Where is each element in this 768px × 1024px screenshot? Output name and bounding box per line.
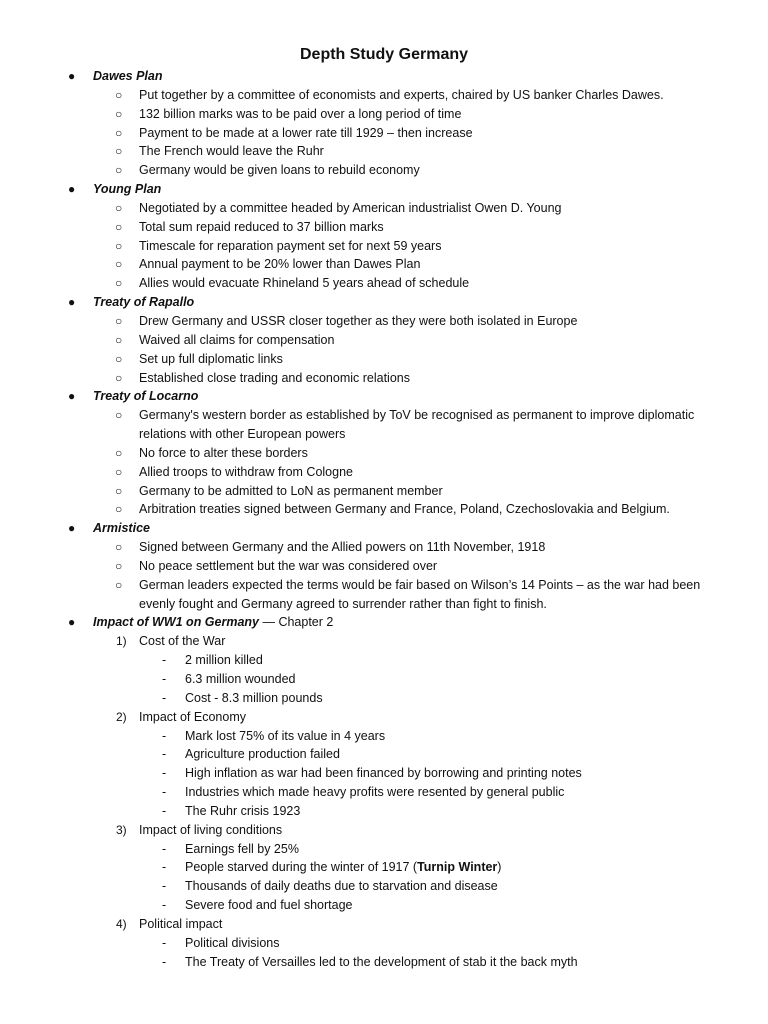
circle-bullet-icon: ○ — [115, 483, 123, 498]
item-text: Industries which made heavy profits were resented by general public — [185, 785, 565, 800]
page-title: Depth Study Germany — [299, 46, 469, 63]
numbered-item — [0, 821, 768, 840]
item-text: Germany's western border as established by ToV be recognised as permanent to improve diplomatic relations with other European powers — [139, 408, 695, 442]
item-text: 132 billion marks was to be paid over a long period of time — [139, 106, 462, 121]
dash-bullet-icon: - — [162, 766, 167, 781]
circle-bullet-icon: ○ — [115, 502, 123, 517]
circle-bullet-icon: ○ — [115, 106, 123, 121]
list-item — [0, 934, 768, 953]
numbered-item — [0, 708, 768, 727]
item-text: German leaders expected the terms would be fair based on Wilson’s 14 Points – as the war had been evenly fought and Germany agreed to surrender rather than fight to finish. — [139, 577, 701, 611]
section-heading-armistice — [0, 519, 768, 538]
item-text: Germany to be admitted to LoN as permanent member — [139, 483, 443, 498]
item-text: No peace settlement but the war was considered over — [139, 558, 438, 573]
list-item — [0, 463, 768, 482]
list-item — [0, 802, 768, 821]
list-item — [0, 896, 768, 915]
list-item — [0, 953, 768, 972]
item-text: Timescale for reparation payment set for next 59 years — [139, 238, 442, 253]
item-number: 2) — [116, 709, 127, 724]
item-text: Impact of living conditions — [139, 822, 283, 837]
dash-bullet-icon: - — [162, 747, 167, 762]
circle-bullet-icon: ○ — [115, 408, 123, 423]
item-text: Set up full diplomatic links — [139, 351, 283, 366]
bullet-icon: ● — [68, 521, 76, 536]
item-text-suffix: ) — [497, 860, 502, 875]
dash-bullet-icon: - — [162, 879, 167, 894]
section-heading-impact-of-ww1 — [0, 613, 768, 632]
item-text: No force to alter these borders — [139, 445, 308, 460]
list-item — [0, 576, 768, 614]
circle-bullet-icon: ○ — [115, 219, 123, 234]
circle-bullet-icon: ○ — [115, 370, 123, 385]
heading-text: Treaty of Rapallo — [93, 295, 195, 310]
item-text: Put together by a committee of economists and experts, chaired by US banker Charles Dawes. — [139, 87, 664, 102]
item-text: The Ruhr crisis 1923 — [185, 803, 301, 818]
item-text: Allied troops to withdraw from Cologne — [139, 464, 353, 479]
list-item — [0, 651, 768, 670]
section-heading-dawes-plan — [0, 67, 768, 86]
circle-bullet-icon: ○ — [115, 464, 123, 479]
circle-bullet-icon: ○ — [115, 351, 123, 366]
dash-bullet-icon: - — [162, 860, 167, 875]
list-item — [0, 369, 768, 388]
list-item — [0, 840, 768, 859]
item-text: Negotiated by a committee headed by American industrialist Owen D. Young — [139, 200, 562, 215]
circle-bullet-icon: ○ — [115, 313, 123, 328]
item-text: Impact of Economy — [139, 709, 246, 724]
item-number: 1) — [116, 634, 127, 649]
item-text: Arbitration treaties signed between Germany and France, Poland, Czechoslovakia and Belgium. — [139, 502, 670, 517]
list-item — [0, 199, 768, 218]
dash-bullet-icon: - — [162, 935, 167, 950]
section-heading-young-plan — [0, 180, 768, 199]
dash-bullet-icon: - — [162, 785, 167, 800]
item-text: Germany would be given loans to rebuild economy — [139, 163, 420, 178]
item-text: Mark lost 75% of its value in 4 years — [185, 728, 386, 743]
list-item — [0, 237, 768, 256]
list-item — [0, 858, 768, 877]
list-item — [0, 670, 768, 689]
circle-bullet-icon: ○ — [115, 87, 123, 102]
dash-bullet-icon: - — [162, 954, 167, 969]
item-text: Drew Germany and USSR closer together as they were both isolated in Europe — [139, 313, 578, 328]
item-text: Annual payment to be 20% lower than Dawes Plan — [139, 257, 421, 272]
bullet-icon: ● — [68, 615, 76, 630]
heading-text: Dawes Plan — [93, 69, 163, 83]
circle-bullet-icon: ○ — [115, 238, 123, 253]
item-text: The Treaty of Versailles led to the development of stab it the back myth — [185, 954, 578, 969]
numbered-item — [0, 915, 768, 934]
circle-bullet-icon: ○ — [115, 257, 123, 272]
item-number: 4) — [116, 916, 127, 931]
item-text: Cost of the War — [139, 634, 226, 649]
circle-bullet-icon: ○ — [115, 144, 123, 159]
item-text: Payment to be made at a lower rate till 1929 – then increase — [139, 125, 473, 140]
list-item — [0, 444, 768, 463]
item-text: 6.3 million wounded — [185, 672, 296, 686]
circle-bullet-icon: ○ — [115, 332, 123, 347]
item-text: Established close trading and economic relations — [139, 370, 410, 385]
item-text: Thousands of daily deaths due to starvation and disease — [185, 879, 498, 894]
list-item — [0, 500, 768, 519]
circle-bullet-icon: ○ — [115, 540, 123, 555]
turnip-winter-emphasis: Turnip Winter — [417, 860, 498, 875]
circle-bullet-icon: ○ — [115, 200, 123, 215]
item-text: Total sum repaid reduced to 37 billion marks — [139, 219, 384, 234]
list-item — [0, 689, 768, 708]
dash-bullet-icon: - — [162, 898, 167, 913]
circle-bullet-icon: ○ — [115, 445, 123, 460]
list-item — [0, 312, 768, 331]
list-item — [0, 538, 768, 557]
list-item — [0, 105, 768, 124]
list-item — [0, 783, 768, 802]
list-item — [0, 482, 768, 501]
list-item — [0, 877, 768, 896]
item-text: Earnings fell by 25% — [185, 841, 299, 856]
circle-bullet-icon: ○ — [115, 276, 123, 291]
list-item — [0, 727, 768, 746]
section-heading-treaty-of-locarno — [0, 387, 768, 406]
list-item — [0, 86, 768, 105]
dash-bullet-icon: - — [162, 653, 167, 668]
list-item — [0, 331, 768, 350]
item-text: Signed between Germany and the Allied powers on 11th November, 1918 — [139, 540, 546, 555]
list-item — [0, 350, 768, 369]
circle-bullet-icon: ○ — [115, 577, 123, 592]
bullet-icon: ● — [68, 389, 76, 404]
list-item — [0, 218, 768, 237]
circle-bullet-icon: ○ — [115, 558, 123, 573]
dash-bullet-icon: - — [162, 728, 167, 743]
dash-bullet-icon: - — [162, 672, 167, 686]
item-text: Political impact — [139, 916, 223, 931]
list-item — [0, 255, 768, 274]
dash-bullet-icon: - — [162, 841, 167, 856]
heading-text: Armistice — [93, 521, 150, 536]
numbered-item — [0, 632, 768, 651]
circle-bullet-icon: ○ — [115, 125, 123, 140]
list-item — [0, 161, 768, 180]
dash-bullet-icon: - — [162, 803, 167, 818]
item-text: High inflation as war had been financed by borrowing and printing notes — [185, 766, 582, 781]
bullet-icon: ● — [68, 295, 76, 310]
heading-text: Treaty of Locarno — [93, 389, 199, 404]
list-item — [0, 557, 768, 576]
list-item — [0, 745, 768, 764]
list-item — [0, 142, 768, 161]
list-item — [0, 406, 768, 444]
item-text: Agriculture production failed — [185, 747, 340, 762]
heading-text: Young Plan — [93, 182, 162, 197]
item-text: Waived all claims for compensation — [139, 332, 335, 347]
item-text: Allies would evacuate Rhineland 5 years ahead of schedule — [139, 276, 470, 291]
item-text: Political divisions — [185, 935, 280, 950]
item-text: Severe food and fuel shortage — [185, 898, 353, 913]
list-item — [0, 764, 768, 783]
item-text: Cost - 8.3 million pounds — [185, 690, 323, 705]
circle-bullet-icon: ○ — [115, 163, 123, 178]
item-number: 3) — [116, 822, 127, 837]
bullet-icon: ● — [68, 182, 76, 197]
heading-text: Impact of WW1 on Germany — [93, 615, 259, 630]
dash-bullet-icon: - — [162, 690, 167, 705]
list-item — [0, 124, 768, 143]
item-text: The French would leave the Ruhr — [139, 144, 324, 159]
item-text: 2 million killed — [185, 653, 263, 668]
bullet-icon: ● — [68, 69, 76, 83]
heading-suffix: — Chapter 2 — [259, 615, 334, 630]
item-text-prefix: People starved during the winter of 1917 ( — [185, 860, 418, 875]
section-heading-treaty-of-rapallo — [0, 293, 768, 312]
list-item — [0, 274, 768, 293]
